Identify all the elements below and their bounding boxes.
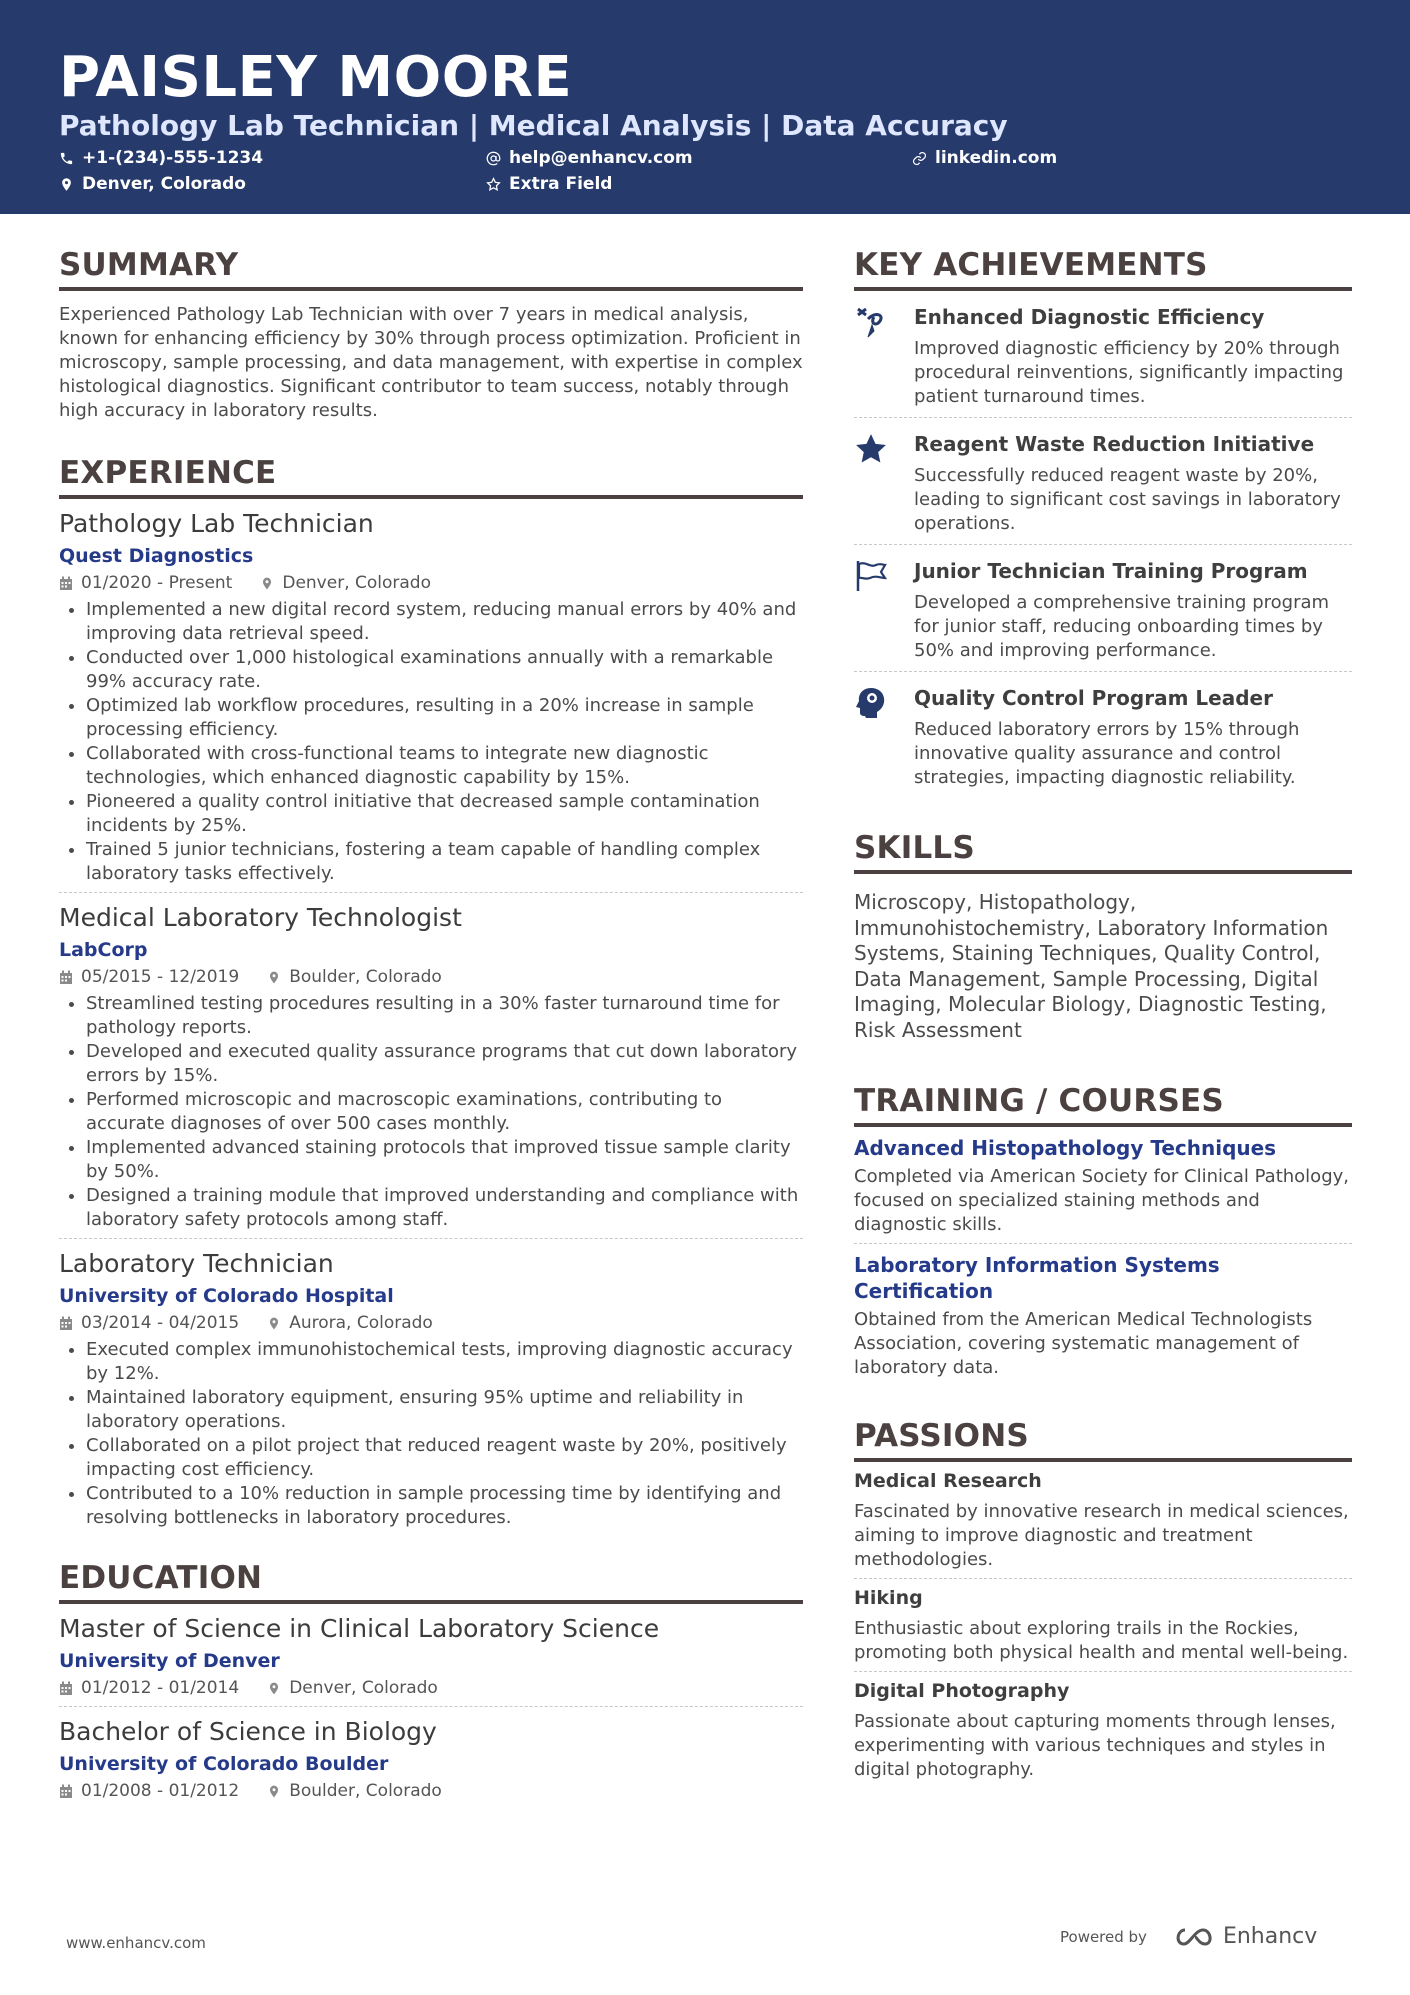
bullet-item: Implemented a new digital record system, reducing manual errors by 40% and improving data retrieval speed. bbox=[59, 598, 803, 646]
section-heading: KEY ACHIEVEMENTS bbox=[854, 245, 1352, 291]
candidate-title: Pathology Lab Technician | Medical Analysis | Data Accuracy bbox=[59, 109, 1008, 142]
powered-by-text: Powered by bbox=[1060, 1927, 1147, 1946]
bullet-item: Trained 5 junior technicians, fostering a team capable of handling complex laboratory tasks effectively. bbox=[59, 838, 803, 886]
bullet-item: Maintained laboratory equipment, ensuring 95% uptime and reliability in laboratory operations. bbox=[59, 1386, 803, 1434]
flag-icon bbox=[854, 559, 888, 593]
job-location bbox=[267, 1311, 433, 1335]
achievement-item bbox=[854, 672, 1352, 798]
resume-header bbox=[0, 0, 1410, 214]
location-text: Boulder, Colorado bbox=[289, 967, 442, 987]
bullet-item: Collaborated with cross-functional teams to integrate new diagnostic technologies, which enhanced diagnostic capability by 15%. bbox=[59, 742, 803, 790]
education-meta bbox=[59, 1676, 803, 1700]
education-dates bbox=[59, 1676, 239, 1700]
job-bullets bbox=[59, 598, 803, 886]
bullet-item: Developed and executed quality assurance programs that cut down laboratory errors by 15%. bbox=[59, 1040, 803, 1088]
education-section bbox=[59, 1558, 803, 1803]
job-title: Medical Laboratory Technologist bbox=[59, 903, 462, 932]
phone-icon bbox=[59, 151, 74, 166]
location-pin-icon bbox=[59, 177, 74, 192]
achievement-desc: Reduced laboratory errors by 15% through innovative quality assurance and control strategies, impacting diagnostic reliability. bbox=[914, 719, 1300, 788]
job-entry bbox=[59, 507, 803, 893]
achievement-title: Enhanced Diagnostic Efficiency bbox=[914, 305, 1265, 329]
divider bbox=[59, 1706, 803, 1707]
head-brain-icon bbox=[854, 686, 888, 720]
left-column bbox=[59, 245, 803, 1831]
job-location bbox=[267, 965, 442, 989]
extra-field-text: Extra Field bbox=[509, 174, 613, 194]
job-entry bbox=[59, 1247, 803, 1530]
location-pin-icon bbox=[267, 1784, 281, 1799]
job-meta bbox=[59, 571, 803, 595]
job-meta bbox=[59, 965, 803, 989]
course-desc: Completed via American Society for Clinical Pathology, focused on specialized staining methods and diagnostic skills. bbox=[854, 1166, 1349, 1235]
education-meta bbox=[59, 1779, 803, 1803]
passions-section bbox=[854, 1416, 1352, 1788]
location-pin-icon bbox=[260, 576, 274, 591]
section-heading: SUMMARY bbox=[59, 245, 803, 291]
school-name: University of Denver bbox=[59, 1650, 280, 1672]
achievement-item bbox=[854, 545, 1352, 672]
course-item bbox=[854, 1244, 1352, 1386]
job-dates bbox=[59, 965, 239, 989]
calendar-icon bbox=[59, 576, 73, 591]
course-title: Advanced Histopathology Techniques bbox=[854, 1136, 1277, 1160]
job-entry bbox=[59, 901, 803, 1239]
bullet-item: Contributed to a 10% reduction in sample processing time by identifying and resolving bottlenecks in laboratory procedures. bbox=[59, 1482, 803, 1530]
job-title: Pathology Lab Technician bbox=[59, 509, 374, 538]
location-contact bbox=[59, 173, 246, 195]
divider bbox=[59, 892, 803, 893]
brand-name: Enhancv bbox=[1222, 1924, 1318, 1949]
star-outline-icon bbox=[486, 177, 501, 192]
dates-text: 01/2020 - Present bbox=[81, 573, 233, 593]
achievements-section bbox=[854, 245, 1352, 798]
at-icon bbox=[486, 151, 501, 166]
job-dates bbox=[59, 1311, 239, 1335]
dates-text: 01/2008 - 01/2012 bbox=[81, 1781, 240, 1801]
passion-desc: Fascinated by innovative research in medical sciences, aiming to improve diagnostic and treatment methodologies. bbox=[854, 1501, 1349, 1570]
location-text: Denver, Colorado bbox=[82, 174, 246, 194]
summary-section bbox=[59, 245, 803, 423]
calendar-icon bbox=[59, 1681, 73, 1696]
education-location bbox=[267, 1779, 442, 1803]
course-desc: Obtained from the American Medical Technologists Association, covering systematic management of laboratory data. bbox=[854, 1309, 1313, 1378]
job-title: Laboratory Technician bbox=[59, 1249, 334, 1278]
education-location bbox=[267, 1676, 438, 1700]
location-pin-icon bbox=[267, 1316, 281, 1331]
achievement-body bbox=[914, 303, 1352, 409]
calendar-icon bbox=[59, 1316, 73, 1331]
skills-text: Microscopy, Histopathology, Immunohistochemistry, Laboratory Information Systems, Staining Techniques, Quality Control, Data Management, Sample Processing, Digital Imaging, Molecular Biology, Diagnostic Testing, Risk Assessment bbox=[854, 890, 1329, 1042]
location-pin-icon bbox=[267, 1681, 281, 1696]
location-text: Aurora, Colorado bbox=[289, 1313, 433, 1333]
section-heading: PASSIONS bbox=[854, 1416, 1352, 1462]
achievement-icon-wrap bbox=[854, 684, 914, 790]
company-name: University of Colorado Hospital bbox=[59, 1285, 394, 1307]
job-meta bbox=[59, 1311, 803, 1335]
bullet-item: Performed microscopic and macroscopic examinations, contributing to accurate diagnoses of over 500 cases monthly. bbox=[59, 1088, 803, 1136]
education-entry bbox=[59, 1612, 803, 1707]
passion-desc: Enthusiastic about exploring trails in the Rockies, promoting both physical health and mental well-being. bbox=[854, 1618, 1349, 1663]
company-name: LabCorp bbox=[59, 939, 148, 961]
calendar-icon bbox=[59, 970, 73, 985]
bullet-item: Collaborated on a pilot project that reduced reagent waste by 20%, positively impacting cost efficiency. bbox=[59, 1434, 803, 1482]
achievement-icon-wrap bbox=[854, 430, 914, 536]
enhancv-logo-icon bbox=[1173, 1926, 1217, 1948]
bullet-item: Pioneered a quality control initiative that decreased sample contamination incidents by 25%. bbox=[59, 790, 803, 838]
candidate-name: PAISLEY MOORE bbox=[59, 45, 573, 110]
job-location bbox=[260, 571, 431, 595]
course-item bbox=[854, 1127, 1352, 1244]
achievement-item bbox=[854, 291, 1352, 418]
passion-item bbox=[854, 1672, 1352, 1788]
passion-desc: Passionate about capturing moments through lenses, experimenting with various techniques and styles in digital photography. bbox=[854, 1711, 1336, 1780]
bullet-item: Executed complex immunohistochemical tests, improving diagnostic accuracy by 12%. bbox=[59, 1338, 803, 1386]
summary-text: Experienced Pathology Lab Technician with over 7 years in medical analysis, known for enhancing efficiency by 30% through process optimization. Proficient in microscopy, sample processing, and data management, with expertise in complex histological diagnostics. Significant contributor to team success, notably through high accuracy in laboratory results. bbox=[59, 304, 803, 421]
phone-contact[interactable] bbox=[59, 147, 263, 169]
extra-field-contact bbox=[486, 173, 612, 195]
calendar-icon bbox=[59, 1784, 73, 1799]
phone-text: +1-(234)-555-1234 bbox=[82, 148, 264, 168]
bullet-item: Optimized lab workflow procedures, resulting in a 20% increase in sample processing efficiency. bbox=[59, 694, 803, 742]
job-bullets bbox=[59, 992, 803, 1232]
experience-section bbox=[59, 453, 803, 1530]
website-contact[interactable] bbox=[912, 147, 1057, 169]
footer-branding bbox=[1060, 1924, 1317, 1949]
section-heading: EXPERIENCE bbox=[59, 453, 803, 499]
bullet-item: Designed a training module that improved understanding and compliance with laboratory safety protocols among staff. bbox=[59, 1184, 803, 1232]
location-text: Denver, Colorado bbox=[289, 1678, 438, 1698]
bullet-item: Implemented advanced staining protocols that improved tissue sample clarity by 50%. bbox=[59, 1136, 803, 1184]
achievement-desc: Improved diagnostic efficiency by 20% through procedural reinventions, significantly impacting patient turnaround times. bbox=[914, 338, 1344, 407]
skills-section bbox=[854, 828, 1352, 1043]
passion-title: Medical Research bbox=[854, 1470, 1042, 1492]
degree-title: Bachelor of Science in Biology bbox=[59, 1717, 437, 1746]
location-pin-icon bbox=[267, 970, 281, 985]
bullet-item: Conducted over 1,000 histological examinations annually with a remarkable 99% accuracy rate. bbox=[59, 646, 803, 694]
education-dates bbox=[59, 1779, 239, 1803]
pointer-swirl-icon bbox=[854, 305, 888, 339]
course-title: Laboratory Information Systems Certification bbox=[854, 1253, 1220, 1303]
location-text: Denver, Colorado bbox=[282, 573, 431, 593]
passion-item bbox=[854, 1579, 1352, 1672]
achievement-title: Reagent Waste Reduction Initiative bbox=[914, 432, 1315, 456]
achievement-icon-wrap bbox=[854, 557, 914, 663]
school-name: University of Colorado Boulder bbox=[59, 1753, 389, 1775]
location-text: Boulder, Colorado bbox=[289, 1781, 442, 1801]
achievement-desc: Developed a comprehensive training program for junior staff, reducing onboarding times by 50% and improving performance. bbox=[914, 592, 1330, 661]
achievement-desc: Successfully reduced reagent waste by 20%, leading to significant cost savings in laboratory operations. bbox=[914, 465, 1341, 534]
degree-title: Master of Science in Clinical Laboratory Science bbox=[59, 1614, 660, 1643]
passion-title: Digital Photography bbox=[854, 1680, 1070, 1702]
achievement-item bbox=[854, 418, 1352, 545]
achievement-body bbox=[914, 557, 1352, 663]
achievement-icon-wrap bbox=[854, 303, 914, 409]
email-text: help@enhancv.com bbox=[509, 148, 693, 168]
education-entry bbox=[59, 1715, 803, 1803]
company-name: Quest Diagnostics bbox=[59, 545, 254, 567]
achievement-title: Quality Control Program Leader bbox=[914, 686, 1273, 710]
website-text: linkedin.com bbox=[935, 148, 1058, 168]
divider bbox=[59, 1238, 803, 1239]
section-heading: SKILLS bbox=[854, 828, 1352, 874]
brand-logo[interactable] bbox=[1173, 1924, 1317, 1949]
right-column bbox=[854, 245, 1352, 1816]
passion-title: Hiking bbox=[854, 1587, 923, 1609]
passion-item bbox=[854, 1462, 1352, 1579]
dates-text: 03/2014 - 04/2015 bbox=[81, 1313, 240, 1333]
footer-website-link[interactable]: www.enhancv.com bbox=[66, 1934, 206, 1952]
job-dates bbox=[59, 571, 232, 595]
dates-text: 01/2012 - 01/2014 bbox=[81, 1678, 240, 1698]
email-contact[interactable] bbox=[486, 147, 693, 169]
achievement-body bbox=[914, 684, 1352, 790]
achievement-body bbox=[914, 430, 1352, 536]
bullet-item: Streamlined testing procedures resulting in a 30% faster turnaround time for pathology reports. bbox=[59, 992, 803, 1040]
job-bullets bbox=[59, 1338, 803, 1530]
star-icon bbox=[854, 432, 888, 466]
section-heading: TRAINING / COURSES bbox=[854, 1081, 1352, 1127]
training-section bbox=[854, 1081, 1352, 1386]
dates-text: 05/2015 - 12/2019 bbox=[81, 967, 240, 987]
section-heading: EDUCATION bbox=[59, 1558, 803, 1604]
link-icon bbox=[912, 151, 927, 166]
achievement-title: Junior Technician Training Program bbox=[914, 559, 1308, 583]
